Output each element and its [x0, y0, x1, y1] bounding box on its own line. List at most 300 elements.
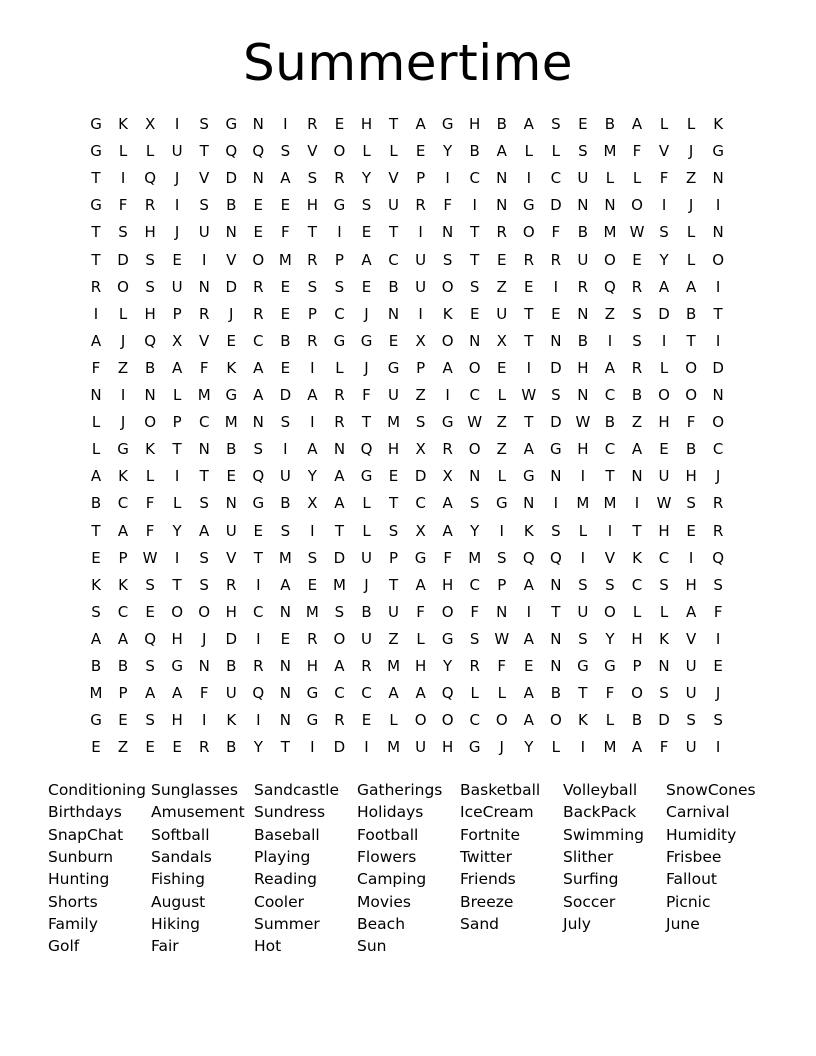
word-list-item: Soccer: [563, 892, 616, 911]
grid-letter: D: [658, 711, 670, 730]
grid-letter: V: [388, 169, 399, 188]
grid-letter: B: [226, 657, 237, 675]
grid-letter: C: [550, 169, 562, 188]
grid-letter: L: [686, 115, 696, 133]
grid-letter: A: [523, 575, 534, 594]
grid-letter: L: [659, 115, 669, 133]
grid-letter: S: [578, 142, 588, 161]
grid-letter: S: [659, 223, 669, 242]
grid-letter: L: [551, 142, 561, 161]
word-list-item: June: [666, 914, 700, 933]
grid-letter: H: [658, 413, 670, 432]
grid-letter: Q: [252, 684, 265, 703]
grid-letter: S: [145, 575, 155, 594]
word-list-item: Playing: [254, 847, 311, 866]
grid-letter: N: [144, 386, 156, 404]
grid-letter: B: [90, 494, 102, 513]
grid-letter: N: [550, 657, 562, 675]
grid-letter: B: [226, 196, 237, 215]
grid-letter: I: [715, 629, 721, 648]
grid-letter: H: [387, 440, 400, 459]
grid-letter: A: [523, 711, 534, 730]
grid-letter: C: [334, 304, 345, 323]
grid-letter: B: [604, 115, 616, 133]
grid-letter: I: [580, 467, 586, 486]
grid-letter: M: [387, 738, 401, 757]
grid-letter: X: [415, 331, 426, 350]
grid-letter: G: [441, 629, 454, 648]
grid-letter: H: [577, 440, 589, 459]
grid-letter: O: [604, 250, 616, 269]
grid-letter: V: [226, 250, 237, 269]
grid-letter: N: [279, 711, 291, 730]
grid-letter: H: [414, 657, 427, 675]
grid-letter: I: [499, 521, 504, 540]
grid-letter: E: [253, 521, 264, 540]
grid-letter: G: [522, 196, 535, 215]
grid-letter: E: [280, 277, 291, 296]
grid-letter: A: [334, 657, 345, 675]
word-list-item: Volleyball: [563, 781, 638, 799]
grid-letter: S: [307, 277, 318, 296]
grid-letter: E: [659, 440, 669, 459]
grid-letter: D: [225, 169, 238, 188]
grid-letter: F: [443, 196, 452, 215]
grid-letter: I: [553, 494, 559, 513]
grid-letter: G: [495, 494, 508, 513]
grid-letter: K: [226, 358, 237, 377]
grid-letter: A: [496, 142, 507, 161]
grid-letter: T: [388, 575, 399, 594]
grid-letter: R: [307, 629, 318, 648]
grid-letter: I: [715, 196, 721, 215]
grid-letter: E: [497, 250, 507, 269]
grid-letter: S: [280, 521, 291, 540]
grid-letter: N: [225, 494, 237, 513]
grid-letter: K: [632, 548, 642, 567]
grid-letter: E: [497, 358, 507, 377]
grid-letter: I: [553, 277, 559, 296]
grid-letter: L: [145, 142, 155, 161]
grid-letter: K: [118, 115, 128, 133]
grid-letter: Y: [443, 142, 453, 161]
grid-letter: N: [442, 223, 454, 242]
grid-letter: N: [550, 331, 562, 350]
grid-letter: S: [686, 711, 696, 730]
grid-letter: C: [253, 331, 264, 350]
grid-letter: W: [575, 413, 591, 432]
grid-letter: A: [415, 575, 426, 594]
grid-letter: A: [172, 684, 183, 703]
grid-letter: I: [580, 738, 586, 757]
grid-letter: P: [307, 304, 317, 323]
grid-letter: X: [144, 115, 156, 133]
grid-letter: Q: [252, 142, 265, 161]
grid-letter: E: [578, 115, 588, 133]
grid-letter: S: [632, 304, 642, 323]
word-list-item: Sunglasses: [151, 781, 238, 799]
grid-letter: K: [442, 304, 453, 323]
grid-letter: Q: [144, 331, 156, 350]
grid-letter: R: [90, 277, 102, 296]
grid-letter: K: [713, 115, 724, 133]
grid-letter: K: [577, 711, 588, 730]
grid-letter: E: [388, 467, 399, 486]
grid-letter: D: [550, 358, 562, 377]
word-list-item: BackPack: [563, 803, 637, 822]
grid-letter: N: [550, 467, 562, 486]
grid-letter: G: [306, 711, 319, 730]
grid-letter: O: [685, 386, 697, 404]
grid-letter: R: [712, 494, 724, 513]
grid-letter: S: [632, 331, 642, 350]
grid-letter: E: [280, 358, 291, 377]
grid-letter: G: [577, 657, 589, 675]
grid-letter: B: [577, 223, 589, 242]
grid-letter: O: [658, 386, 670, 404]
grid-letter: H: [171, 629, 183, 648]
grid-letter: N: [469, 331, 481, 350]
grid-letter: E: [334, 115, 345, 133]
grid-letter: O: [495, 711, 508, 730]
grid-letter: L: [362, 521, 371, 540]
grid-letter: S: [145, 711, 155, 730]
word-list-item: Twitter: [460, 847, 512, 866]
grid-letter: I: [174, 467, 180, 486]
grid-letter: L: [362, 494, 371, 513]
word-list-item: Slither: [563, 847, 614, 866]
grid-letter: C: [361, 684, 372, 703]
grid-letter: N: [469, 467, 481, 486]
grid-letter: E: [388, 331, 399, 350]
grid-letter: G: [387, 358, 400, 377]
grid-letter: C: [198, 413, 210, 432]
grid-letter: A: [253, 358, 264, 377]
grid-letter: T: [686, 331, 696, 350]
grid-letter: N: [90, 386, 102, 404]
grid-letter: M: [468, 548, 482, 567]
grid-letter: E: [172, 738, 182, 757]
grid-letter: X: [496, 331, 507, 350]
word-list-item: August: [151, 892, 206, 911]
grid-letter: M: [305, 602, 319, 621]
grid-letter: A: [199, 521, 210, 540]
grid-letter: S: [659, 684, 669, 703]
grid-letter: U: [415, 250, 427, 269]
grid-letter: R: [334, 413, 345, 432]
grid-letter: N: [712, 386, 724, 404]
grid-letter: U: [361, 548, 372, 567]
grid-letter: A: [307, 440, 318, 459]
grid-letter: N: [198, 440, 210, 459]
grid-letter: S: [551, 115, 561, 133]
grid-letter: A: [523, 684, 534, 703]
grid-letter: R: [631, 277, 643, 296]
grid-letter: O: [468, 358, 481, 377]
grid-letter: L: [118, 304, 128, 323]
grid-letter: W: [467, 413, 483, 432]
grid-letter: Q: [225, 142, 238, 161]
grid-letter: T: [524, 413, 534, 432]
grid-letter: T: [91, 169, 101, 188]
grid-letter: A: [631, 440, 643, 459]
grid-letter: A: [604, 358, 616, 377]
grid-letter: I: [445, 386, 450, 404]
grid-letter: Z: [117, 358, 129, 377]
grid-letter: R: [307, 115, 318, 133]
grid-letter: K: [118, 575, 128, 594]
grid-letter: V: [307, 142, 318, 161]
grid-letter: L: [91, 413, 101, 432]
grid-letter: C: [604, 440, 616, 459]
grid-letter: J: [120, 331, 126, 350]
grid-letter: P: [334, 250, 344, 269]
grid-letter: O: [333, 629, 346, 648]
grid-letter: N: [333, 440, 346, 459]
grid-letter: I: [661, 196, 667, 215]
grid-letter: F: [551, 223, 561, 242]
grid-letter: C: [334, 684, 345, 703]
grid-letter: X: [415, 521, 426, 540]
word-list-item: Surfing: [563, 870, 619, 889]
grid-letter: E: [253, 223, 264, 242]
grid-letter: A: [144, 684, 156, 703]
word-list-item: Birthdays: [48, 803, 122, 822]
grid-letter: U: [279, 467, 291, 486]
grid-letter: O: [441, 331, 454, 350]
grid-letter: M: [278, 548, 292, 567]
grid-letter: B: [280, 331, 291, 350]
grid-letter: O: [441, 602, 454, 621]
grid-letter: M: [278, 250, 292, 269]
grid-letter: I: [472, 196, 477, 215]
grid-letter: S: [578, 575, 588, 594]
grid-letter: O: [685, 358, 697, 377]
grid-letter: C: [658, 548, 670, 567]
grid-letter: S: [551, 386, 561, 404]
grid-letter: L: [659, 358, 669, 377]
grid-letter: D: [117, 250, 129, 269]
grid-letter: T: [470, 250, 480, 269]
grid-letter: N: [577, 386, 589, 404]
grid-letter: G: [306, 684, 319, 703]
word-list-item: Summer: [254, 914, 320, 933]
grid-letter: T: [524, 331, 534, 350]
grid-letter: H: [144, 304, 156, 323]
grid-letter: Y: [524, 738, 534, 757]
word-list-item: Movies: [357, 892, 411, 911]
word-list-item: Friends: [460, 870, 516, 889]
grid-letter: O: [414, 711, 427, 730]
grid-letter: A: [442, 521, 453, 540]
grid-letter: G: [522, 467, 535, 486]
grid-letter: S: [605, 575, 615, 594]
grid-letter: I: [283, 440, 288, 459]
grid-letter: G: [225, 386, 238, 404]
grid-letter: I: [93, 304, 99, 323]
grid-letter: T: [91, 521, 101, 540]
grid-letter: E: [145, 602, 155, 621]
grid-letter: M: [603, 494, 617, 513]
grid-letter: J: [120, 413, 126, 432]
grid-letter: A: [523, 440, 534, 459]
grid-letter: M: [603, 142, 617, 161]
grid-letter: F: [632, 142, 642, 161]
grid-letter: Z: [631, 413, 643, 432]
grid-letter: C: [712, 440, 724, 459]
grid-letter: N: [225, 223, 237, 242]
grid-letter: I: [201, 250, 207, 269]
word-list-item: Sundress: [254, 803, 326, 822]
word-list-item: Amusement: [151, 803, 245, 822]
grid-letter: B: [631, 386, 643, 404]
grid-letter: O: [712, 250, 725, 269]
grid-letter: J: [174, 223, 180, 242]
grid-letter: E: [713, 657, 723, 675]
grid-letter: R: [198, 738, 210, 757]
grid-letter: G: [117, 440, 129, 459]
grid-letter: A: [631, 115, 643, 133]
grid-letter: E: [361, 277, 372, 296]
grid-letter: U: [415, 738, 427, 757]
word-list-item: July: [563, 914, 591, 933]
grid-letter: J: [364, 304, 369, 323]
grid-letter: D: [225, 277, 238, 296]
grid-letter: R: [550, 250, 562, 269]
grid-letter: B: [685, 440, 697, 459]
grid-letter: O: [441, 277, 454, 296]
grid-letter: S: [307, 548, 318, 567]
grid-letter: R: [361, 657, 372, 675]
grid-letter: K: [91, 575, 101, 594]
grid-letter: H: [360, 115, 373, 133]
grid-letter: G: [550, 440, 562, 459]
grid-letter: Z: [496, 440, 507, 459]
grid-letter: S: [145, 657, 155, 675]
grid-letter: L: [632, 602, 642, 621]
grid-letter: R: [253, 657, 264, 675]
word-list-item: Fallout: [666, 870, 717, 889]
grid-letter: G: [333, 196, 346, 215]
grid-letter: J: [201, 629, 207, 648]
grid-letter: J: [174, 169, 180, 188]
grid-letter: G: [441, 115, 454, 133]
grid-letter: R: [198, 304, 210, 323]
grid-letter: S: [253, 440, 264, 459]
grid-letter: D: [414, 467, 427, 486]
grid-letter: E: [632, 250, 642, 269]
grid-letter: A: [334, 494, 345, 513]
grid-letter: O: [468, 440, 481, 459]
grid-letter: I: [310, 521, 315, 540]
grid-letter: N: [712, 223, 724, 242]
grid-letter: L: [145, 467, 155, 486]
grid-letter: O: [441, 711, 454, 730]
grid-letter: I: [310, 738, 315, 757]
grid-letter: I: [688, 548, 694, 567]
grid-letter: H: [631, 629, 643, 648]
grid-letter: D: [550, 196, 562, 215]
grid-letter: F: [443, 548, 452, 567]
grid-letter: U: [496, 304, 508, 323]
word-list-item: Breeze: [460, 892, 514, 911]
grid-letter: I: [580, 548, 586, 567]
grid-letter: B: [388, 277, 399, 296]
grid-letter: G: [414, 548, 427, 567]
grid-letter: E: [307, 575, 318, 594]
grid-letter: W: [142, 548, 158, 567]
word-list-item: IceCream: [460, 803, 534, 822]
grid-letter: F: [470, 602, 479, 621]
grid-letter: O: [144, 413, 156, 432]
grid-letter: A: [117, 521, 129, 540]
grid-letter: N: [496, 602, 508, 621]
grid-letter: F: [281, 223, 290, 242]
grid-letter: J: [688, 142, 694, 161]
grid-letter: S: [469, 494, 480, 513]
grid-letter: I: [634, 494, 640, 513]
grid-letter: A: [415, 684, 426, 703]
grid-letter: G: [604, 657, 616, 675]
grid-letter: U: [577, 602, 589, 621]
grid-letter: S: [199, 196, 209, 215]
grid-letter: R: [631, 358, 643, 377]
grid-letter: A: [361, 250, 372, 269]
grid-letter: U: [388, 602, 400, 621]
word-list-item: Camping: [357, 870, 427, 889]
grid-letter: O: [198, 602, 211, 621]
grid-letter: T: [713, 304, 723, 323]
grid-letter: S: [496, 548, 507, 567]
grid-letter: N: [252, 413, 264, 432]
word-list-item: Conditioning: [48, 781, 146, 799]
grid-letter: O: [117, 277, 129, 296]
grid-letter: S: [334, 277, 345, 296]
grid-letter: T: [524, 304, 534, 323]
grid-letter: Z: [415, 386, 426, 404]
grid-letter: U: [577, 250, 589, 269]
grid-letter: S: [659, 575, 669, 594]
grid-letter: A: [658, 277, 670, 296]
grid-letter: S: [578, 629, 588, 648]
grid-letter: G: [90, 142, 102, 161]
grid-letter: F: [199, 684, 209, 703]
grid-letter: Q: [144, 629, 156, 648]
grid-letter: D: [225, 629, 238, 648]
grid-letter: A: [117, 629, 129, 648]
grid-letter: S: [469, 277, 480, 296]
grid-letter: E: [280, 629, 291, 648]
grid-letter: A: [631, 738, 643, 757]
grid-letter: Z: [388, 629, 399, 648]
grid-letter: T: [172, 440, 182, 459]
grid-letter: L: [497, 684, 506, 703]
grid-letter: S: [415, 413, 426, 432]
grid-letter: R: [253, 304, 264, 323]
grid-letter: T: [199, 467, 209, 486]
grid-letter: B: [226, 440, 237, 459]
grid-letter: I: [120, 386, 126, 404]
grid-letter: F: [199, 358, 209, 377]
grid-letter: J: [715, 467, 721, 486]
grid-letter: A: [253, 386, 264, 404]
grid-letter: G: [712, 142, 724, 161]
grid-letter: N: [550, 575, 562, 594]
grid-letter: B: [144, 358, 156, 377]
grid-letter: Y: [253, 738, 263, 757]
grid-letter: R: [577, 277, 589, 296]
grid-letter: E: [253, 196, 264, 215]
